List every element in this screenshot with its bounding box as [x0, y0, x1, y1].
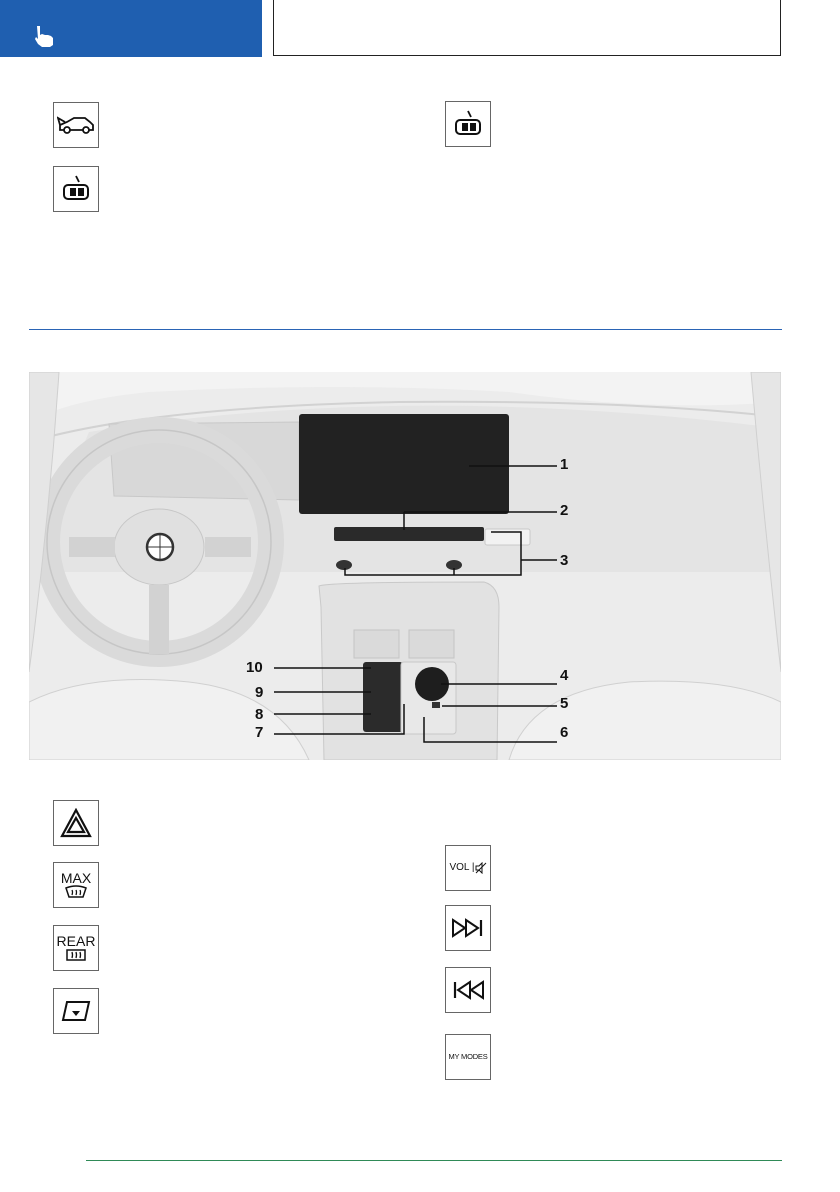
volume-mute-icon	[445, 845, 491, 891]
hazard-warning-icon	[53, 800, 99, 846]
chapter-tab	[0, 0, 262, 57]
pointing-hand-icon	[32, 24, 58, 48]
callout-2: 2	[560, 502, 569, 519]
car-key-remote-icon	[53, 166, 99, 212]
callout-9: 9	[255, 684, 264, 701]
footer-rule	[86, 1160, 782, 1161]
max-label: MAX	[60, 870, 92, 886]
volume-label: VOL |	[449, 862, 475, 873]
section-divider	[29, 329, 782, 330]
glove-compartment-icon	[53, 988, 99, 1034]
my-modes-icon	[445, 1034, 491, 1080]
previous-track-icon	[445, 967, 491, 1013]
car-open-trunk-icon	[53, 102, 99, 148]
callout-10: 10	[246, 659, 263, 676]
my-modes-label: MY MODES	[448, 1052, 488, 1062]
callout-5: 5	[560, 695, 569, 712]
callout-8: 8	[255, 706, 264, 723]
callout-6: 6	[560, 724, 569, 741]
callout-4: 4	[560, 667, 569, 684]
callout-3: 3	[560, 552, 569, 569]
callout-1: 1	[560, 456, 569, 473]
callout-7: 7	[255, 724, 264, 741]
chapter-title-box	[273, 0, 781, 56]
max-defrost-icon	[53, 862, 99, 908]
cockpit-illustration	[29, 372, 781, 760]
rear-label: REAR	[56, 933, 96, 949]
rear-window-defrost-icon	[53, 925, 99, 971]
car-key-remote-icon	[445, 101, 491, 147]
next-track-icon	[445, 905, 491, 951]
